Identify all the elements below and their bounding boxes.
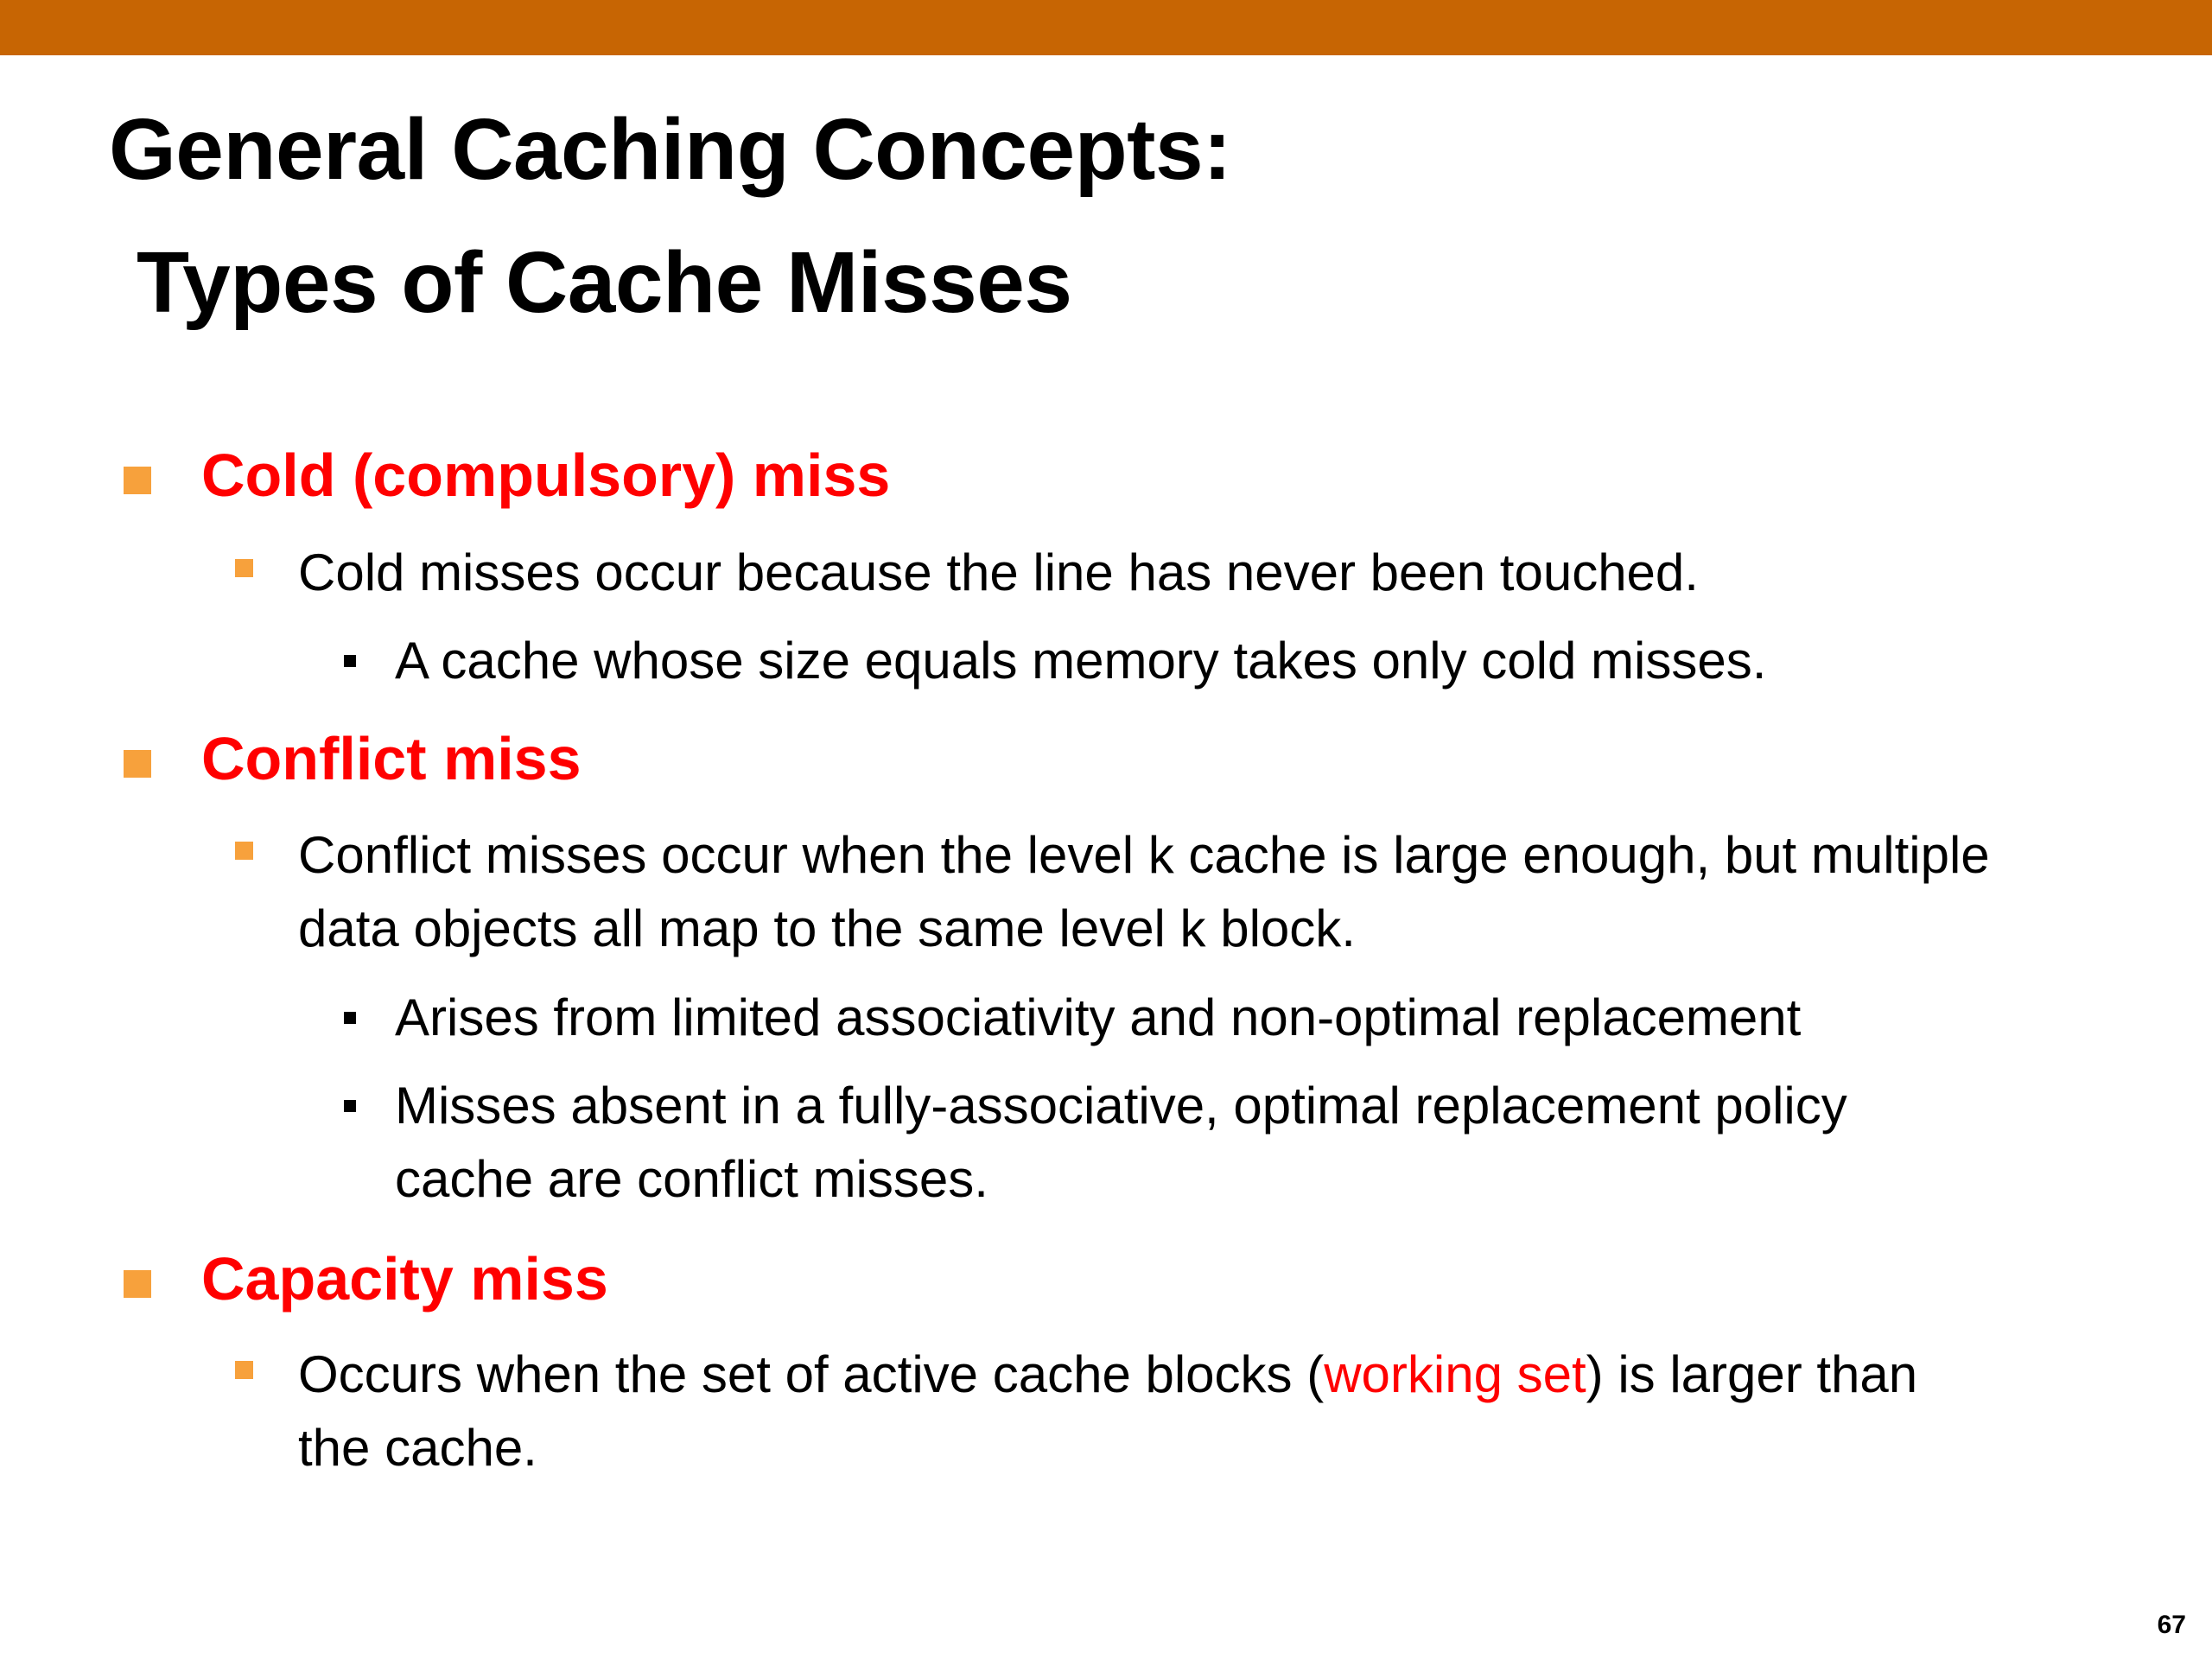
sub-point-capacity-line-1 (298, 1338, 1917, 1411)
section-heading-capacity: Capacity miss (201, 1245, 608, 1313)
square-bullet-icon (344, 655, 356, 667)
capacity-text-post: ) is larger than (1586, 1345, 1918, 1403)
page-number: 67 (2157, 1611, 2186, 1639)
detail-conflict-2-cont: cache are conflict misses. (395, 1150, 988, 1208)
square-bullet-icon (124, 1270, 151, 1298)
detail-conflict-2: Misses absent in a fully-associative, optimal replacement policy (395, 1077, 1847, 1135)
square-bullet-icon (235, 559, 253, 577)
square-bullet-icon (124, 467, 151, 494)
sub-point-conflict-line-2: data objects all map to the same level k block. (298, 899, 1356, 957)
square-bullet-icon (235, 1361, 253, 1379)
title-line-2: Types of Cache Misses (137, 234, 1072, 331)
detail-cold-1: A cache whose size equals memory takes only cold misses. (395, 632, 1767, 690)
title-line-1: General Caching Concepts: (109, 101, 1231, 198)
sub-point-capacity-line-2: the cache. (298, 1419, 537, 1477)
section-heading-cold: Cold (compulsory) miss (201, 442, 891, 509)
sub-point-cold: Cold misses occur because the line has never been touched. (298, 543, 1699, 601)
capacity-text-pre: Occurs when the set of active cache blocks ( (298, 1345, 1325, 1403)
sub-point-conflict-line-1: Conflict misses occur when the level k cache is large enough, but multiple (298, 826, 1990, 884)
square-bullet-icon (124, 750, 151, 778)
detail-conflict-1: Arises from limited associativity and non-optimal replacement (395, 988, 1802, 1046)
square-bullet-icon (344, 1012, 356, 1024)
working-set-highlight: working set (1324, 1345, 1586, 1403)
square-bullet-icon (344, 1100, 356, 1112)
section-heading-conflict: Conflict miss (201, 725, 582, 792)
square-bullet-icon (235, 842, 253, 860)
